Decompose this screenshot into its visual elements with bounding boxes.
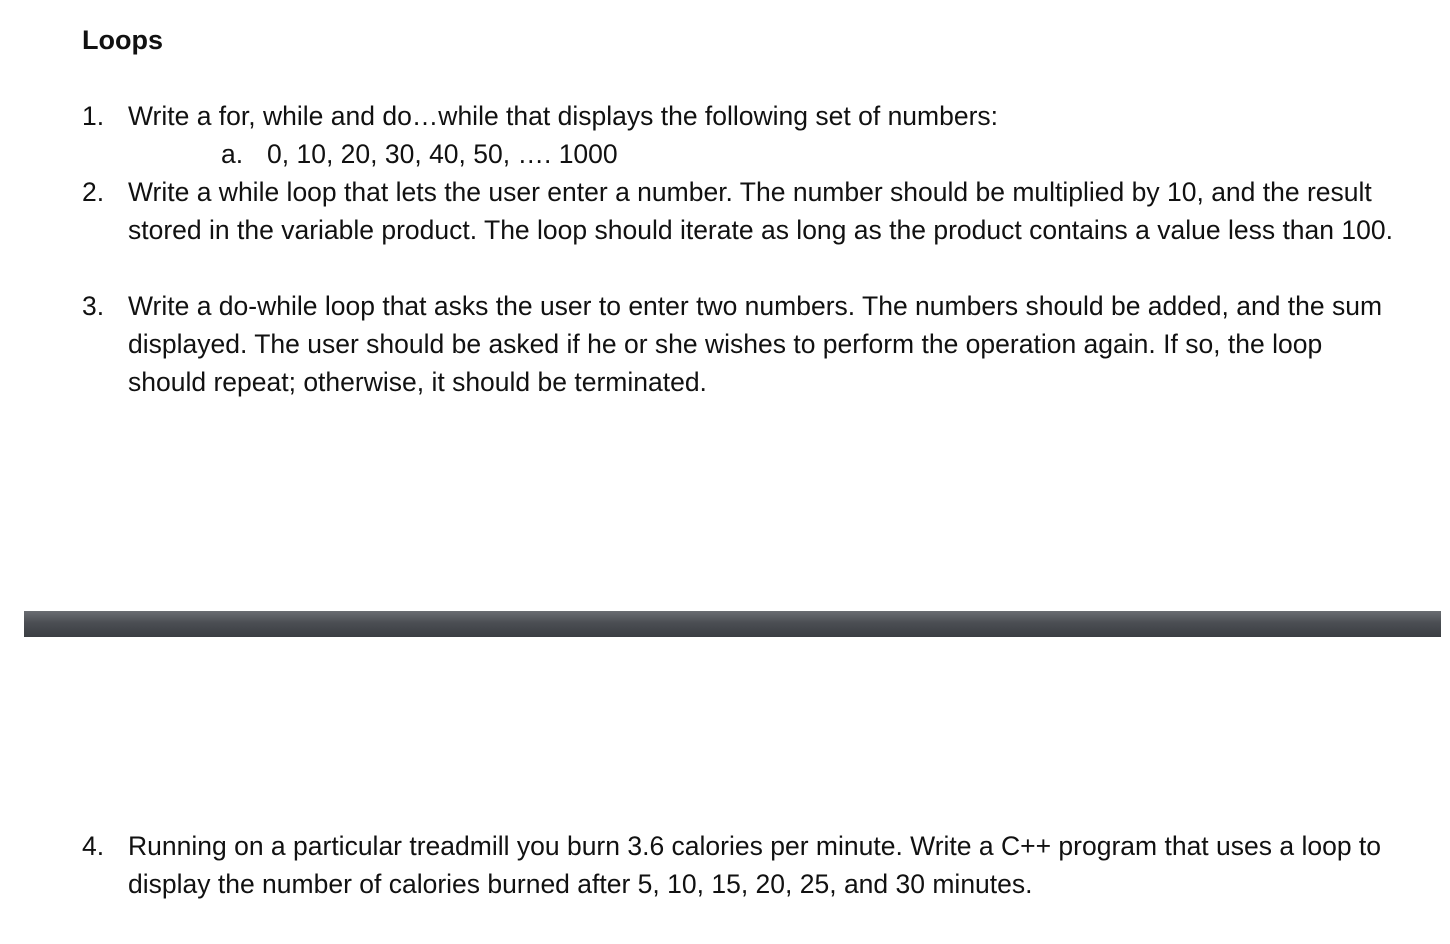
page-divider — [24, 611, 1441, 637]
question-3-number: 3. — [82, 291, 105, 321]
question-4-number: 4. — [82, 831, 105, 861]
question-1-subitem-letter: a. — [221, 139, 244, 169]
question-4-text: Running on a particular treadmill you burn 3.6 calories per minute. Write a C++ program that uses a loop to display the number of calories burned after 5, 10, 15, 20, 25, and 30 minutes. — [128, 831, 1382, 899]
page-title: Loops — [82, 25, 163, 55]
question-4 — [82, 827, 1402, 903]
question-1-text: Write a for, while and do…while that displays the following set of numbers: — [128, 101, 999, 131]
question-1 — [82, 97, 1402, 135]
question-2 — [82, 173, 1402, 249]
question-1-subitem-text: 0, 10, 20, 30, 40, 50, …. 1000 — [267, 139, 618, 169]
question-3-text: Write a do-while loop that asks the user to enter two numbers. The numbers should be added, and the sum displayed. The user should be asked if he or she wishes to perform the operation again. If so, the loop should repeat; otherwise, it should be terminated. — [128, 291, 1383, 397]
question-3 — [82, 287, 1402, 401]
question-2-number: 2. — [82, 177, 105, 207]
question-2-text: Write a while loop that lets the user enter a number. The number should be multiplied by 10, and the result stored in the variable product. The loop should iterate as long as the product contains a value less than 100. — [128, 177, 1393, 245]
question-1-subitem — [221, 135, 618, 173]
question-1-number: 1. — [82, 101, 105, 131]
